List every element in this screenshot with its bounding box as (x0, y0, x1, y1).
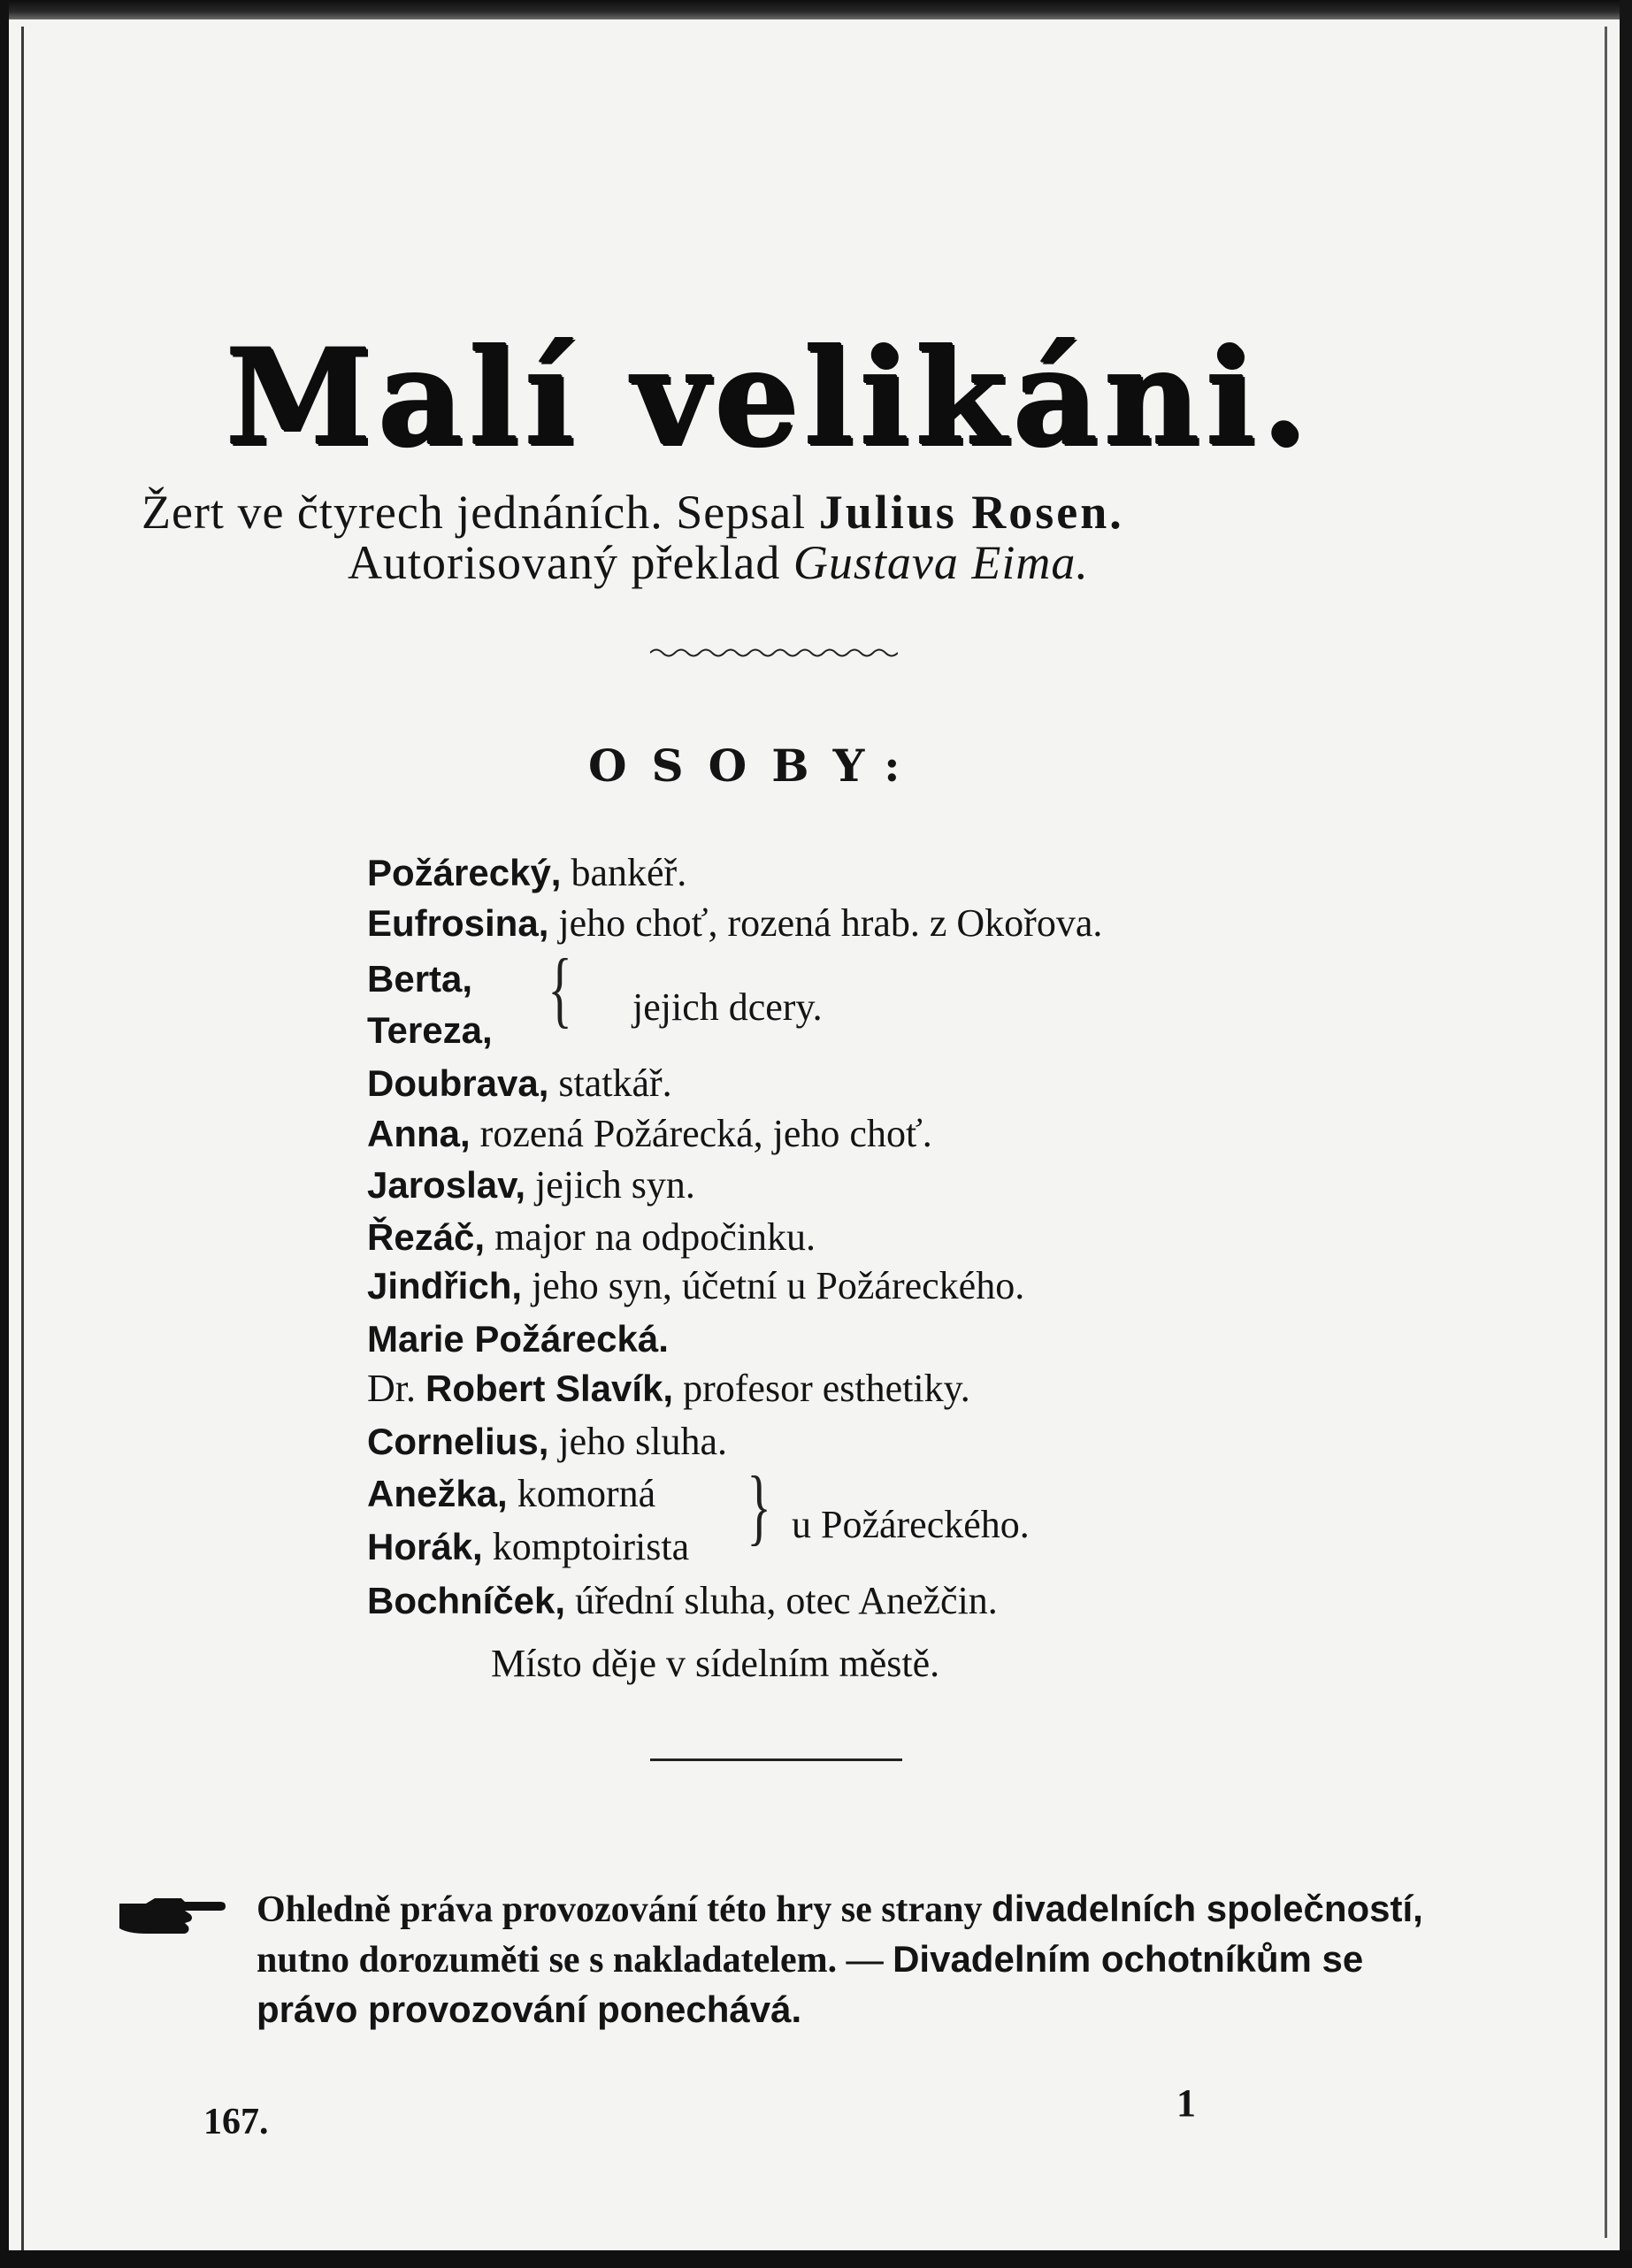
author-name: Julius Rosen. (818, 486, 1124, 539)
character-name: Marie Požárecká. (367, 1318, 669, 1360)
cast-line (367, 851, 687, 894)
character-name: Anežka, (367, 1473, 508, 1514)
brace: } (747, 1459, 771, 1553)
character-name: Cornelius, (367, 1421, 549, 1462)
character-description: komorná (517, 1472, 656, 1515)
character-name: Berta, (367, 958, 473, 1000)
signature-mark: 1 (1176, 2081, 1196, 2125)
cast-line (367, 1579, 998, 1622)
notice-text-2: divadelních společností, (992, 1888, 1423, 1929)
cast-heading: OSOBY: (588, 739, 925, 792)
wavy-divider (650, 646, 898, 660)
character-description: profesor esthetiky. (683, 1367, 970, 1410)
group-note-daughters: jejich dcery. (632, 985, 823, 1029)
cast-line (367, 901, 1103, 945)
character-name: Robert Slavík, (425, 1368, 674, 1409)
cast-line (367, 1525, 690, 1568)
notice-text-3: nutno dorozuměti se s nakladatelem. — (257, 1940, 884, 1981)
notice-text-4: Divadelním ochotníkům se právo provozování ponechává. (257, 1938, 1364, 2030)
cast-line (367, 1369, 970, 1408)
cast-line (367, 1163, 695, 1207)
pointing-hand-icon (119, 1895, 226, 1935)
character-description: major na odpočinku. (494, 1215, 816, 1259)
subtitle-line-1 (142, 485, 1468, 540)
scan-border-bottom (0, 2250, 1632, 2268)
play-title: Malí velikáni. (226, 320, 1314, 476)
character-description: statkář. (558, 1061, 672, 1105)
print-number: 167. (203, 2102, 269, 2142)
character-description: bankéř. (571, 851, 687, 894)
translator-name: Gustava Eima. (793, 536, 1089, 589)
subtitle-genre: Žert ve čtyrech jednáních. Sepsal (142, 486, 807, 539)
character-name: Anna, (367, 1113, 471, 1154)
character-description: jeho choť, rozená hrab. z Okořova. (558, 901, 1103, 945)
cast-line (367, 1472, 656, 1515)
rights-notice (257, 1884, 1424, 2035)
cast-line (367, 1011, 493, 1050)
scan-edge-right (1605, 27, 1607, 2238)
character-name: Doubrava, (367, 1062, 549, 1104)
character-name: Bochníček, (367, 1580, 566, 1621)
cast-line (367, 1422, 727, 1461)
scan-edge-left (21, 27, 24, 2256)
scan-border-right (1620, 0, 1632, 2268)
character-description: jejich syn. (535, 1163, 695, 1207)
brace: { (548, 941, 572, 1036)
character-description: úřední sluha, otec Anežčin. (575, 1579, 998, 1622)
cast-line (367, 960, 472, 999)
group-note-staff: u Požáreckého. (792, 1503, 1030, 1546)
character-name: Eufrosina, (367, 902, 549, 944)
character-name: Jaroslav, (367, 1164, 526, 1206)
character-name: Tereza, (367, 1009, 493, 1051)
translation-label: Autorisovaný překlad (348, 536, 781, 589)
character-description: rozená Požárecká, jeho choť. (479, 1112, 932, 1155)
character-name: Řezáč, (367, 1216, 486, 1258)
place-of-action: Místo děje v sídelním městě. (491, 1642, 940, 1685)
cast-line (367, 1320, 669, 1359)
subtitle-line-2 (348, 535, 1089, 590)
character-name: Požárecký, (367, 852, 562, 893)
cast-line (367, 1215, 816, 1259)
character-description: jeho sluha. (558, 1420, 728, 1463)
character-name: Horák, (367, 1526, 483, 1567)
character-title: Dr. (367, 1367, 416, 1410)
character-description: komptoirista (492, 1525, 690, 1568)
notice-text-1: Ohledně práva provozování této hry se strany (257, 1889, 983, 1930)
horizontal-rule (650, 1758, 902, 1761)
cast-line (367, 1264, 1025, 1307)
character-description: jeho syn, účetní u Požáreckého. (532, 1264, 1025, 1307)
scan-border-top (0, 0, 1632, 19)
cast-line (367, 1061, 672, 1105)
cast-line (367, 1112, 932, 1155)
character-name: Jindřich, (367, 1265, 523, 1306)
scan-border-left (0, 0, 9, 2268)
